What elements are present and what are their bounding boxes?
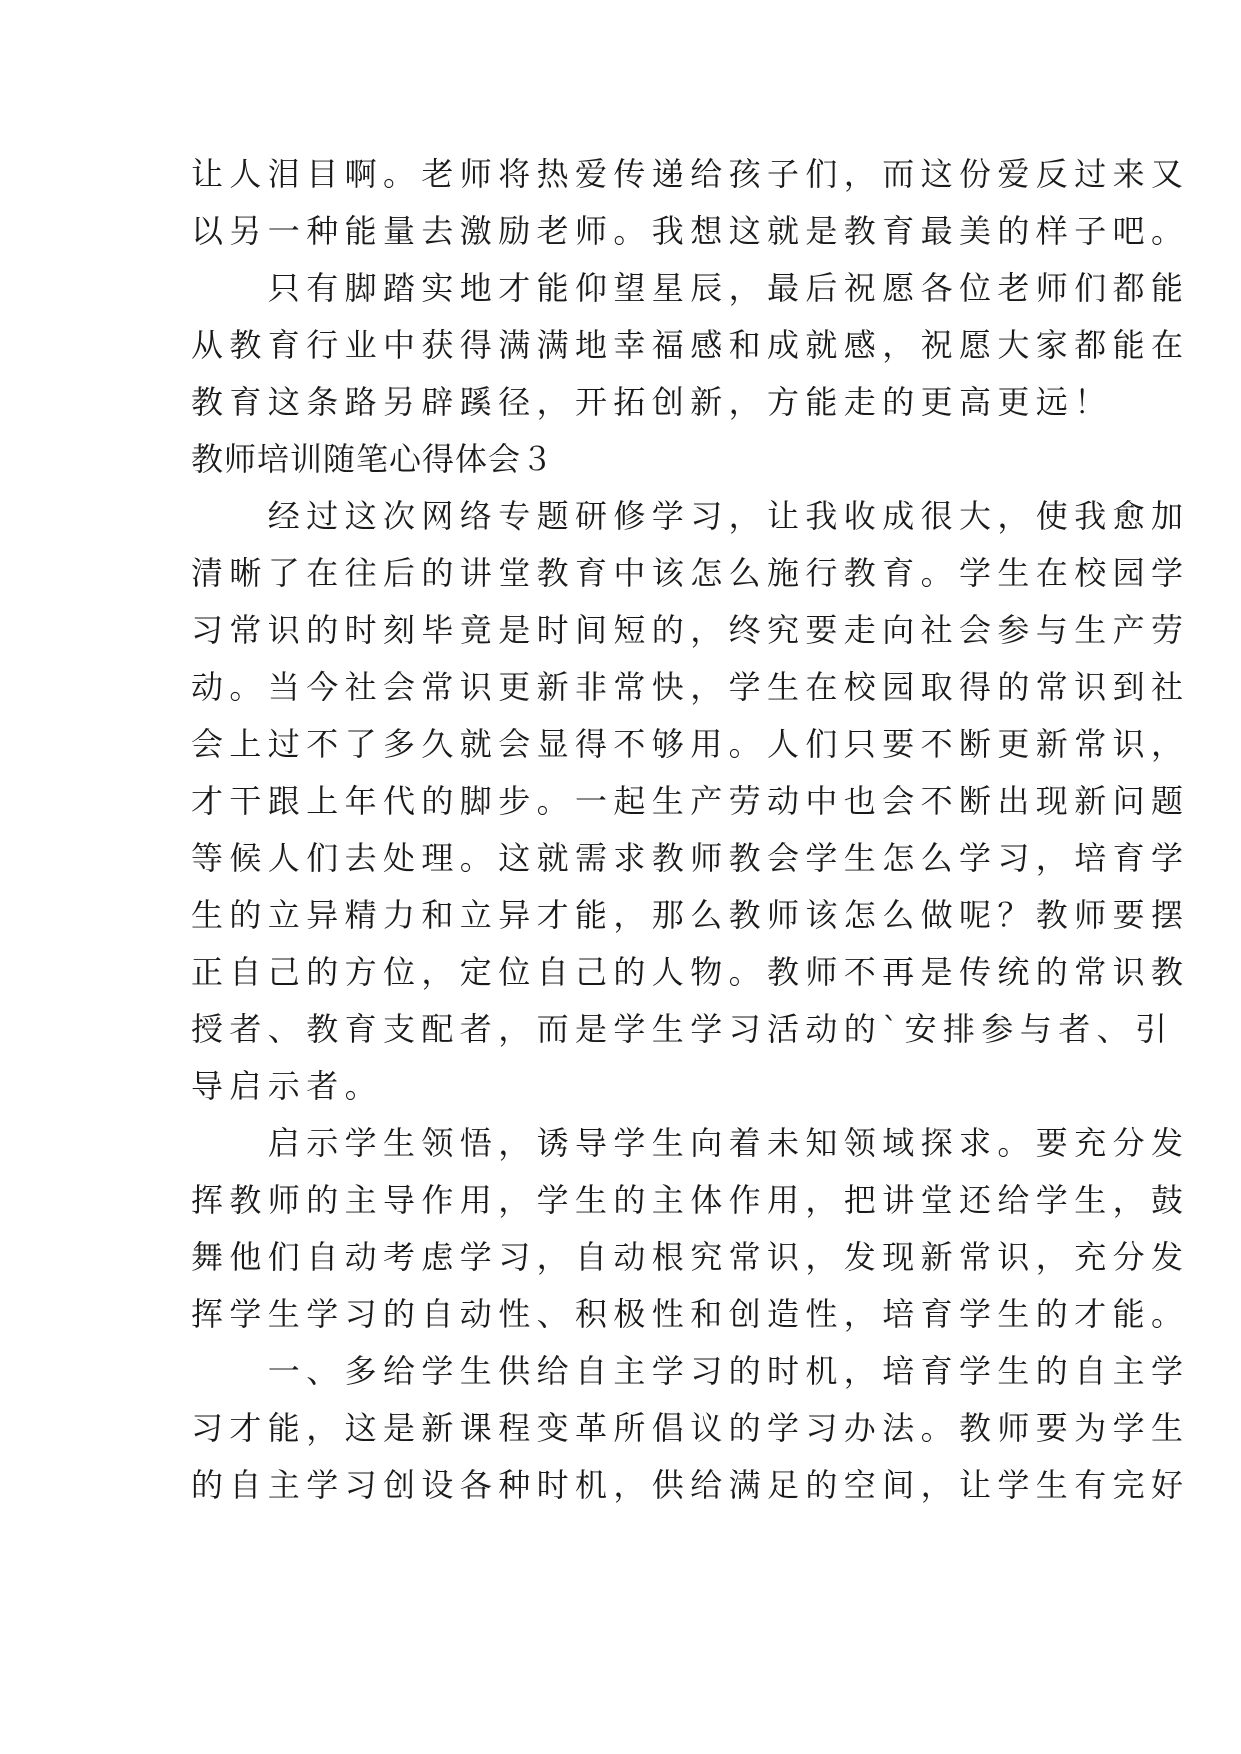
text-line: 清晰了在往后的讲堂教育中该怎么施行教育。学生在校园学 [191, 554, 1190, 592]
text-line: 挥教师的主导作用，学生的主体作用，把讲堂还给学生，鼓 [191, 1181, 1190, 1219]
text-line: 动。当今社会常识更新非常快，学生在校园取得的常识到社 [191, 668, 1190, 706]
text-line: 舞他们自动考虑学习，自动根究常识，发现新常识，充分发 [191, 1238, 1190, 1276]
text-line: 生的立异精力和立异才能，那么教师该怎么做呢？教师要摆 [191, 896, 1190, 934]
text-line: 从教育行业中获得满满地幸福感和成就感，祝愿大家都能在 [191, 326, 1190, 364]
paragraph [191, 146, 1190, 260]
paragraph [191, 1115, 1190, 1343]
heading-text: 教师培训随笔心得体会３ [191, 440, 555, 478]
text-line: 一、多给学生供给自主学习的时机，培育学生的自主学 [191, 1352, 1190, 1390]
text-line: 的自主学习创设各种时机，供给满足的空间，让学生有完好 [191, 1466, 1190, 1504]
section-heading [191, 431, 1071, 488]
text-line: 正自己的方位，定位自己的人物。教师不再是传统的常识教 [191, 953, 1190, 991]
text-line: 习才能，这是新课程变革所倡议的学习办法。教师要为学生 [191, 1409, 1190, 1447]
text-line: 启示学生领悟，诱导学生向着未知领域探求。要充分发 [191, 1124, 1190, 1162]
paragraph [191, 1343, 1190, 1514]
text-line: 导启示者。 [191, 1067, 384, 1105]
paragraph [191, 260, 1190, 431]
text-line: 挥学生学习的自动性、积极性和创造性，培育学生的才能。 [191, 1295, 1190, 1333]
text-line: 以另一种能量去激励老师。我想这就是教育最美的样子吧。 [191, 212, 1190, 250]
text-line: 授者、教育支配者，而是学生学习活动的`安排参与者、引 [191, 1010, 1174, 1048]
text-line: 等候人们去处理。这就需求教师教会学生怎么学习，培育学 [191, 839, 1190, 877]
text-line: 教育这条路另辟蹊径，开拓创新，方能走的更高更远！ [191, 383, 1113, 421]
text-line: 习常识的时刻毕竟是时间短的，终究要走向社会参与生产劳 [191, 611, 1190, 649]
text-line: 只有脚踏实地才能仰望星辰，最后祝愿各位老师们都能 [191, 269, 1190, 307]
text-line: 会上过不了多久就会显得不够用。人们只要不断更新常识， [191, 725, 1190, 763]
text-line: 才干跟上年代的脚步。一起生产劳动中也会不断出现新问题 [191, 782, 1190, 820]
paragraph [191, 488, 1190, 1115]
document-body [191, 146, 1190, 1514]
text-line: 经过这次网络专题研修学习，让我收成很大，使我愈加 [191, 497, 1190, 535]
text-line: 让人泪目啊。老师将热爱传递给孩子们，而这份爱反过来又 [191, 155, 1190, 193]
